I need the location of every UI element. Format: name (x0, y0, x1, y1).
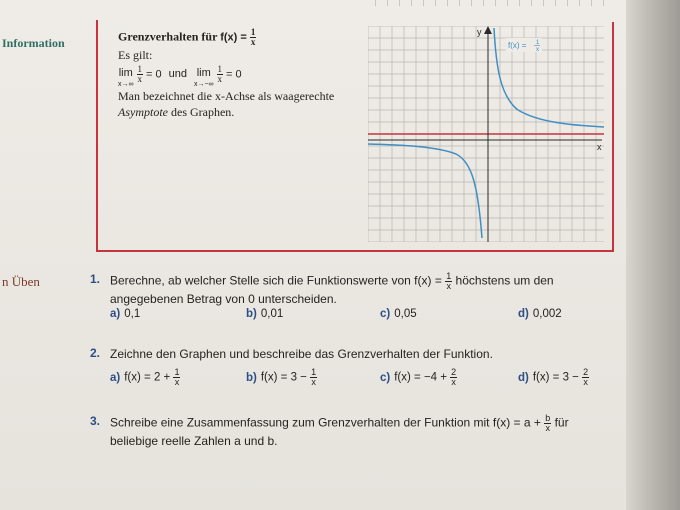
exercise-2c: c) f(x) = −4 + $\frac{2}{x}$ (380, 367, 457, 387)
info-title: Grenzverhalten für f(x) = $\frac{1}{x}$ (118, 27, 256, 47)
function-label: f(x) = (508, 41, 527, 50)
side-label-ueben: n Üben (2, 274, 40, 289)
exercise-number: 3. (90, 414, 101, 428)
exercise-2a: a) f(x) = 2 + $\frac{1}{x}$ (110, 367, 180, 387)
y-axis-label: y (477, 27, 482, 37)
side-label-information: Information (2, 36, 65, 50)
page-edge (626, 0, 680, 510)
info-sentence-1: Man bezeichnet die x-Achse als waagerechte (118, 89, 335, 103)
exercise-2b: b) f(x) = 3 − $\frac{1}{x}$ (246, 367, 317, 387)
exercise-1b: b) 0,01 (246, 308, 284, 320)
exercise-number: 1. (90, 272, 101, 286)
limit-2: lim x→−∞ (193, 67, 214, 88)
exercise-1d: d) 0,002 (518, 308, 562, 320)
x-axis-label: x (597, 142, 602, 152)
y-axis-arrow (484, 26, 492, 34)
function-label-den: x (536, 47, 539, 53)
info-box-left-rule (96, 20, 98, 250)
info-title-fraction: $\frac{1}{x}$ (250, 27, 256, 47)
info-sentence-2: Asymptote des Graphen. (118, 105, 235, 119)
info-text (118, 28, 358, 120)
hyperbola-graph (368, 26, 604, 242)
exercise-number: 2. (90, 346, 101, 360)
exercise-text: Zeichne den Graphen und beschreibe das Grenzverhalten der Funktion. (110, 347, 493, 361)
exercise-2d: d) f(x) = 3 − $\frac{2}{x}$ (518, 367, 589, 387)
exercise-1a: a) 0,1 (110, 308, 141, 320)
es-gilt: Es gilt: (118, 48, 153, 62)
exercise-1c: c) 0,05 (380, 308, 417, 320)
page-top-strip (375, 0, 605, 6)
limit-line: lim x→∞ $\frac{1}{x}$ = 0 und lim x→−∞ $\frac{1}{x}$ = 0 (118, 64, 242, 88)
exercise-text: Berechne, ab welcher Stelle sich die Funktionswerte von f(x) = $\frac{1}{x}$ höchstens um den angegebenen Betrag von 0 unterscheiden. (110, 271, 554, 306)
function-label-num: 1 (536, 40, 540, 46)
exercise-text: Schreibe eine Zusammenfassung zum Grenzverhalten der Funktion mit f(x) = a + $\frac{b}{x}$ für beliebige reelle Zahlen a und b. (110, 413, 569, 448)
limit-1: lim x→∞ (118, 67, 134, 88)
